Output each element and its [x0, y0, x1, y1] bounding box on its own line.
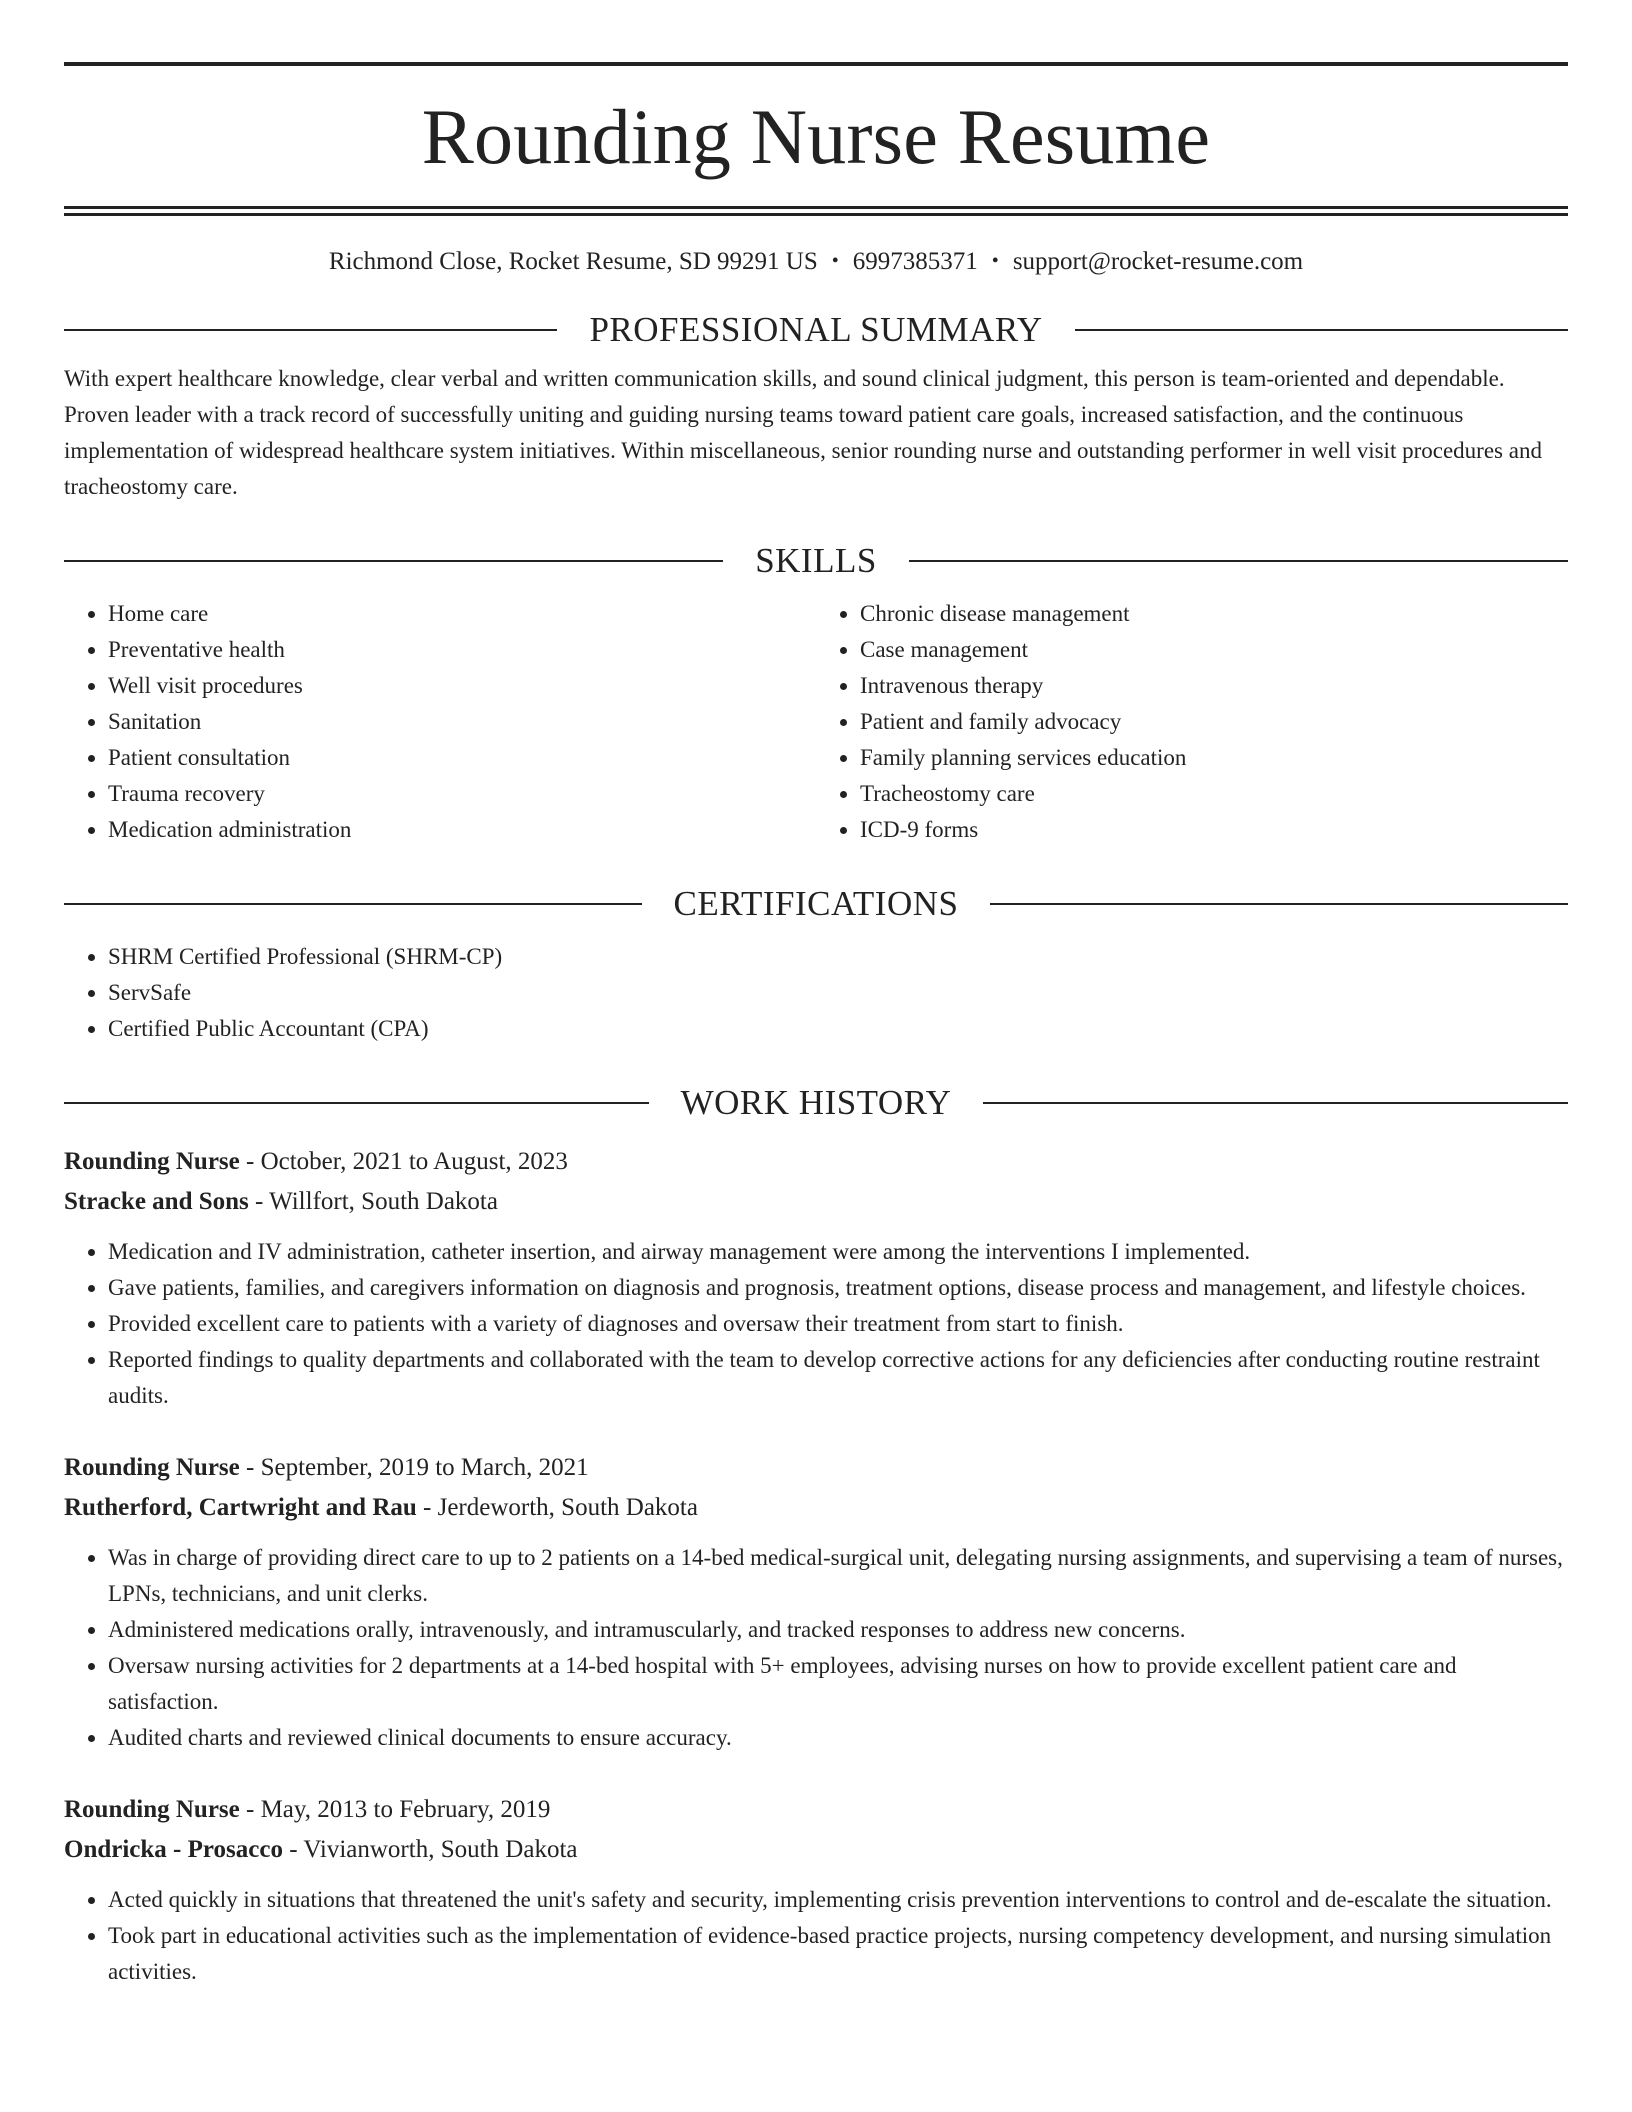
skills-column-left — [64, 596, 816, 848]
skills-column-right — [816, 596, 1568, 848]
work-history-heading — [64, 1085, 1568, 1120]
job-entry — [64, 1790, 1568, 1990]
certifications-list — [64, 939, 1568, 1047]
job-bullets — [64, 1234, 1568, 1414]
skill-item: • Patient consultation — [108, 740, 816, 776]
job-company-line — [64, 1488, 1568, 1528]
job-company-line — [64, 1830, 1568, 1870]
job-title: Rounding Nurse — [64, 1454, 240, 1481]
job-title: Rounding Nurse — [64, 1796, 240, 1823]
job-title: Rounding Nurse — [64, 1148, 240, 1175]
job-bullets — [64, 1882, 1568, 1990]
resume-title: Rounding Nurse Resume — [421, 93, 1211, 180]
skill-item: • Well visit procedures — [108, 668, 816, 704]
skill-item: • Home care — [108, 596, 816, 632]
job-company: Stracke and Sons — [64, 1188, 249, 1215]
job-location: - Jerdeworth, South Dakota — [416, 1494, 698, 1521]
certification-item: • ServSafe — [108, 975, 1568, 1011]
job-bullets — [64, 1540, 1568, 1756]
title-double-rule — [64, 206, 1568, 216]
skill-item: • Case management — [860, 632, 1568, 668]
job-entry — [64, 1448, 1568, 1756]
job-company: Rutherford, Cartwright and Rau — [64, 1494, 417, 1521]
job-bullet: • Was in charge of providing direct care to up to 2 patients on a 14-bed medical-surgical unit, delegating nursing assignments, and supervising a team of nurses, LPNs, technicians, and unit clerks. — [108, 1540, 1568, 1612]
job-company-line — [64, 1182, 1568, 1222]
skill-item: • Preventative health — [108, 632, 816, 668]
job-dates: - May, 2013 to February, 2019 — [239, 1796, 551, 1823]
job-bullet: • Reported findings to quality departments and collaborated with the team to develop corrective actions for any deficiencies after conducting routine restraint audits. — [108, 1342, 1568, 1414]
job-bullet: • Medication and IV administration, catheter insertion, and airway management were among the interventions I implemented. — [108, 1234, 1568, 1270]
job-bullet: • Audited charts and reviewed clinical documents to ensure accuracy. — [108, 1720, 1568, 1756]
top-rule — [64, 62, 1568, 66]
job-bullet: • Provided excellent care to patients with a variety of diagnoses and oversaw their treatment from start to finish. — [108, 1306, 1568, 1342]
skill-item: • ICD-9 forms — [860, 812, 1568, 848]
job-bullet: • Took part in educational activities such as the implementation of evidence-based practice projects, nursing competency development, and nursing simulation activities. — [108, 1918, 1568, 1990]
summary-text: With expert healthcare knowledge, clear verbal and written communication skills, and sound clinical judgment, this person is team-oriented and dependable. Proven leader with a track record of successfully uniting and guiding nursing teams toward patient care goals, increased satisfaction, and the continuous implementation of widespread healthcare system initiatives. Within miscellaneous, senior rounding nurse and outstanding performer in well visit procedures and tracheostomy care. — [64, 366, 1542, 499]
skill-item: • Medication administration — [108, 812, 816, 848]
job-title-line — [64, 1448, 1568, 1488]
skills-heading-text: SKILLS — [755, 541, 877, 580]
contact-separator: • — [991, 250, 999, 272]
contact-address: Richmond Close, Rocket Resume, SD 99291 US — [328, 248, 818, 275]
job-bullet: • Gave patients, families, and caregivers information on diagnosis and prognosis, treatment options, disease process and management, and lifestyle choices. — [108, 1270, 1568, 1306]
job-company: Ondricka - Prosacco — [64, 1836, 283, 1863]
contact-line — [64, 249, 1568, 274]
skill-item: • Tracheostomy care — [860, 776, 1568, 812]
skill-item: • Trauma recovery — [108, 776, 816, 812]
skill-item: • Intravenous therapy — [860, 668, 1568, 704]
certifications-heading — [64, 886, 1568, 921]
contact-phone: 6997385371 — [852, 248, 978, 275]
job-bullet: • Acted quickly in situations that threatened the unit's safety and security, implementing crisis prevention interventions to control and de-escalate the situation. — [108, 1882, 1568, 1918]
job-location: - Willfort, South Dakota — [248, 1188, 498, 1215]
job-title-line — [64, 1790, 1568, 1830]
contact-email: support@rocket-resume.com — [1012, 248, 1304, 275]
skills-list — [64, 596, 1568, 848]
job-bullet: • Oversaw nursing activities for 2 departments at a 14-bed hospital with 5+ employees, advising nurses on how to provide excellent patient care and satisfaction. — [108, 1648, 1568, 1720]
certification-item: • Certified Public Accountant (CPA) — [108, 1011, 1568, 1047]
job-dates: - September, 2019 to March, 2021 — [239, 1454, 589, 1481]
certification-item: • SHRM Certified Professional (SHRM-CP) — [108, 939, 1568, 975]
job-location: - Vivianworth, South Dakota — [282, 1836, 578, 1863]
certifications-heading-text: CERTIFICATIONS — [673, 884, 959, 923]
skill-item: • Sanitation — [108, 704, 816, 740]
skill-item: • Family planning services education — [860, 740, 1568, 776]
skill-item: • Chronic disease management — [860, 596, 1568, 632]
summary-heading — [64, 312, 1568, 347]
job-entry — [64, 1142, 1568, 1414]
summary-heading-text: PROFESSIONAL SUMMARY — [589, 310, 1043, 349]
work-history-heading-text: WORK HISTORY — [680, 1083, 952, 1122]
job-bullet: • Administered medications orally, intravenously, and intramuscularly, and tracked responses to address new concerns. — [108, 1612, 1568, 1648]
contact-separator: • — [831, 250, 839, 272]
skills-heading — [64, 543, 1568, 578]
skill-item: • Patient and family advocacy — [860, 704, 1568, 740]
job-title-line — [64, 1142, 1568, 1182]
job-dates: - October, 2021 to August, 2023 — [239, 1148, 568, 1175]
